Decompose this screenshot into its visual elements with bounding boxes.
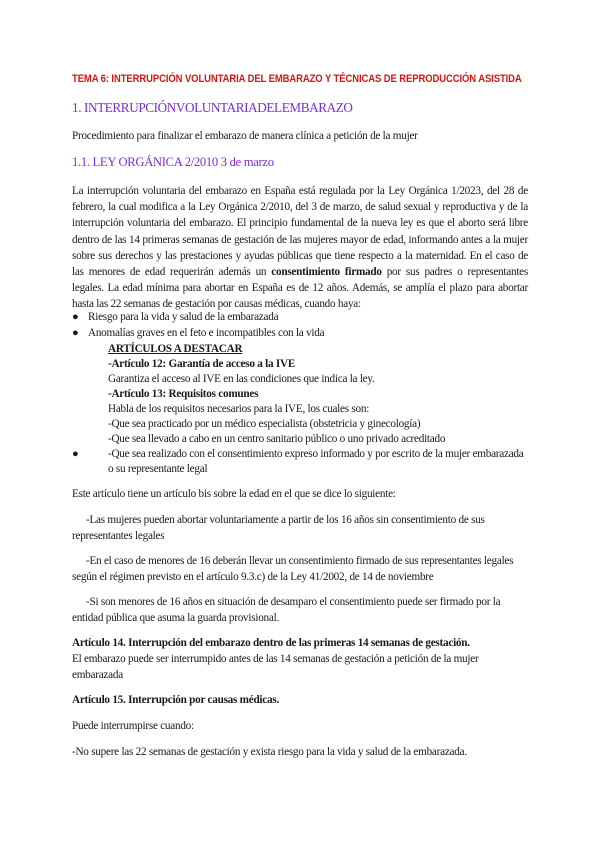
section-heading-1: 1. INTERRUPCIÓNVOLUNTARIADELEMBARAZO [72, 100, 353, 115]
article-15-item-1: -No supere las 22 semanas de gestación y exista riesgo para la vida y salud de la embarazada. [72, 746, 467, 758]
article-bis-intro: Este artículo tiene un artículo bis sobre la edad en el que se dice lo siguiente: [72, 488, 396, 500]
list-item [72, 326, 528, 341]
bullet-text: Riesgo para la vida y salud de la embarazada [88, 311, 279, 323]
list-item [72, 447, 528, 477]
section-intro: Procedimiento para finalizar el embarazo de manera clínica a petición de la mujer [72, 130, 418, 142]
bullet-icon: ● [72, 311, 79, 323]
bullet-text: Anomalías graves en el feto e incompatibles con la vida [88, 327, 325, 339]
consent-emphasis: consentimiento firmado [271, 266, 382, 279]
law-paragraph-part-b: por sus padres o representantes legales. La edad mínima para abortar en España es de 12 años. Además, se amplía el plazo para abortar hasta las 22 semanas de gestación por causas médicas, cuando haya: [72, 266, 528, 311]
article-13-title: -Artículo 13: Requisitos comunes [108, 388, 259, 400]
list-item [72, 310, 528, 325]
article-14-text: El embarazo puede ser interrumpido antes de las 14 semanas de gestación a petición de la mujer embarazada [72, 653, 479, 682]
article-14-title: Artículo 14. Interrupción del embarazo dentro de las primeras 14 semanas de gestación. [72, 637, 470, 649]
law-paragraph [72, 183, 528, 313]
law-paragraph-part-a: La interrupción voluntaria del embarazo en España está regulada por la Ley Orgánica 1/2023, del 28 de febrero, la cual modifica a la Ley Orgánica 2/2010, del 3 de marzo, de salud sexual y reproductiva y de la interrupción voluntaria del embarazo. El principio fundamental de la nueva ley es que el aborto será libre dentro de las 14 primeras semanas de gestación de las mujeres mayor de edad, informando antes a la mujer sobre sus derechos y las prestaciones y ayudas públicas que tiene respecto a la maternidad. En el caso de las menores de edad requerirán además un [72, 185, 528, 279]
article-12-text: Garantiza el acceso al IVE en las condiciones que indica la ley. [108, 373, 375, 385]
article-bis-item-1: -Las mujeres pueden abortar voluntariamente a partir de los 16 años sin consentimiento de sus representantes legales [72, 514, 485, 543]
requirement-1: -Que sea practicado por un médico especialista (obstetricia y ginecología) [108, 418, 421, 430]
document-title: TEMA 6: INTERRUPCIÓN VOLUNTARIA DEL EMBARAZO Y TÉCNICAS DE REPRODUCCIÓN ASISTIDA [72, 73, 522, 85]
articulos-heading: ARTÍCULOS A DESTACAR [108, 343, 243, 355]
article-13-text: Habla de los requisitos necesarios para la IVE, los cuales son: [108, 403, 370, 415]
article-bis-item-2: -En el caso de menores de 16 deberán llevar un consentimiento firmado de sus representantes legales según el régimen previsto en el artículo 9.3.c) de la Ley 41/2002, de 14 de noviembre [72, 555, 514, 584]
requirement-2: -Que sea llevado a cabo en un centro sanitario público o uno privado acreditado [108, 433, 446, 445]
bullet-icon: ● [72, 448, 79, 460]
subsection-heading-1-1: 1.1. LEY ORGÁNICA 2/2010 3 de marzo [72, 155, 274, 169]
article-bis-item-3: -Si son menores de 16 años en situación de desamparo el consentimiento puede ser firmado por la entidad pública que asuma la guarda provisional. [72, 596, 501, 625]
article-15-intro: Puede interrumpirse cuando: [72, 720, 194, 732]
article-15-title: Artículo 15. Interrupción por causas médicas. [72, 694, 280, 706]
bullet-icon: ● [72, 327, 79, 339]
bullet-text: -Que sea realizado con el consentimiento expreso informado y por escrito de la mujer embarazada o su representante legal [108, 448, 524, 475]
article-12-title: -Artículo 12: Garantía de acceso a la IVE [108, 358, 296, 370]
